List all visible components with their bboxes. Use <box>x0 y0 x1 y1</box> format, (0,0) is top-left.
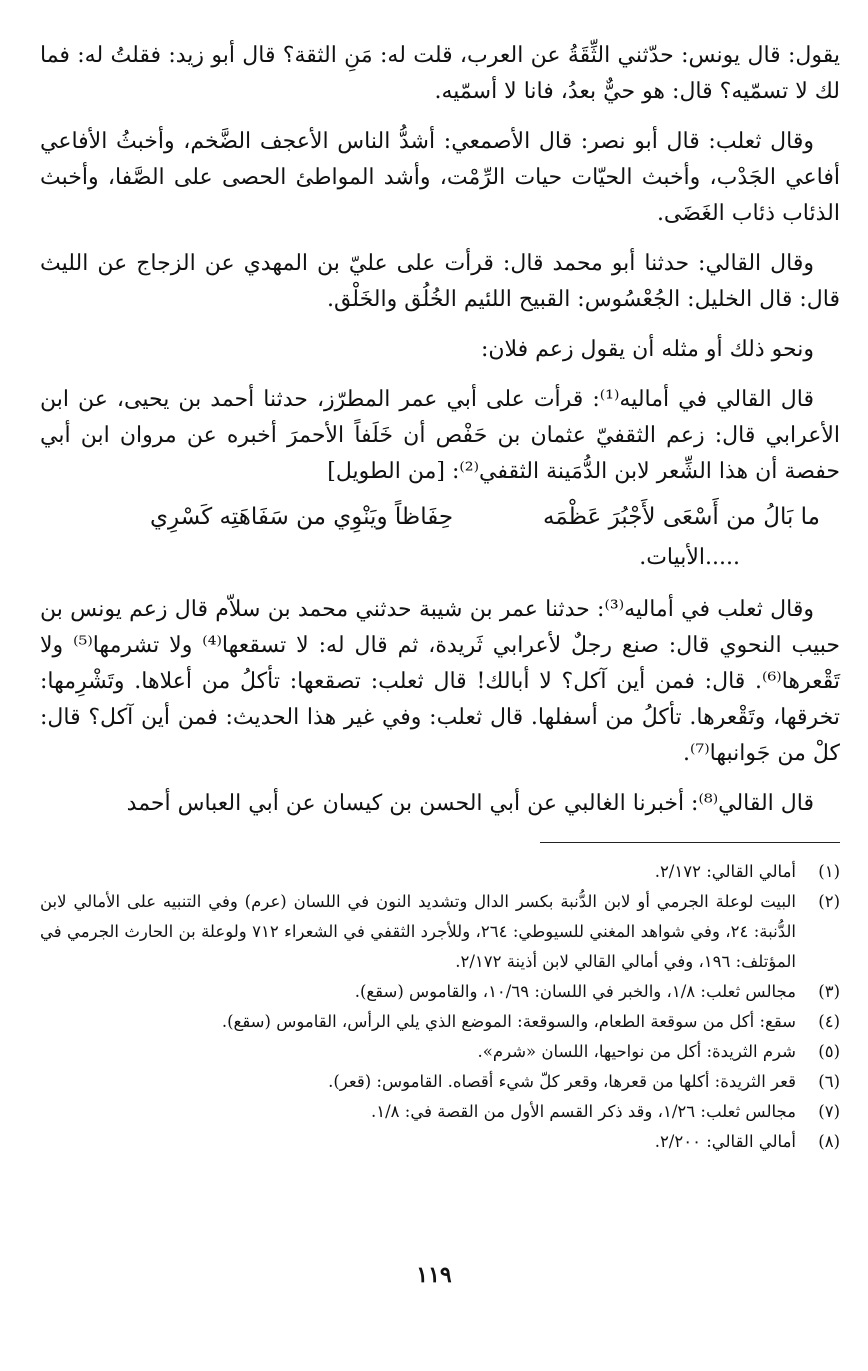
footnote-number: (٥) <box>818 1042 840 1061</box>
page-body <box>40 38 840 1157</box>
footnote-divider <box>540 842 840 843</box>
footnote-number: (١) <box>818 862 840 881</box>
footnote-item <box>40 977 840 1007</box>
verse-continuation: .....الأبيات. <box>639 545 740 570</box>
verse-second-hemistich: حِفَاظاً ويَنْوِي من سَفَاهَتِه كَسْرِي <box>150 504 454 530</box>
paragraph-qali-khalil: وقال القالي: حدثنا أبو محمد قال: قرأت على عليّ بن المهدي عن الزجاج عن الليث قال: قال الخليل: الجُعْسُوس: القبيح اللئيم الخُلُق والخَلْق. <box>40 251 840 312</box>
footnote-text: مجالس ثعلب: ١/٢٦، وقد ذكر القسم الأول من القصة في: ١/٨. <box>371 1102 796 1121</box>
paragraph-thalab-tharida: وقال ثعلب في أماليه⁽³⁾: حدثنا عمر بن شيبة حدثني محمد بن سلاّم قال زعم يونس بن حبيب النحوي قال: صنع رجلٌ لأعرابي ثَريدة، ثم قال له: لا تسقعها⁽⁴⁾ ولا تشرمها⁽⁵⁾ ولا تَقْعرها⁽⁶⁾. قال: فمن أين آكل؟ لا أبالك! قال ثعلب: تصقعها: تأكلُ من أعلاها. وتَشْرِمها: تخرقها، وتَقْعرها. تأكلُ من أسفلها. قال ثعلب: وفي غير هذا الحديث: فمن أين آكل؟ قال: كلْ من جَوانبها⁽⁷⁾. <box>40 597 840 766</box>
footnote-text: أمالي القالي: ٢/١٧٢. <box>654 862 796 881</box>
footnote-number: (٧) <box>818 1102 840 1121</box>
footnote-number: (٨) <box>818 1132 840 1151</box>
footnote-number: (٢) <box>818 892 840 911</box>
footnote-number: (٦) <box>818 1072 840 1091</box>
footnote-number: (٤) <box>818 1012 840 1031</box>
poem-verse <box>40 498 840 536</box>
page-number: ١١٩ <box>416 1262 452 1288</box>
paragraph-qali-ghalibi: قال القالي⁽⁸⁾: أخبرنا الغالبي عن أبي الحسن بن كيسان عن أبي العباس أحمد <box>126 791 814 816</box>
footnote-item <box>40 857 840 887</box>
paragraph-thalab-asmai: وقال ثعلب: قال أبو نصر: قال الأصمعي: أشدُّ الناس الأعجف الضَّخم، وأخبثُ الأفاعي أفاعي الجَدْب، وأخبث الحيّات حيات الرِّمْت، وأشد المواطئ الحصى على الصَّفا، وأخبث الذئاب ذئاب الغَضَى. <box>40 129 840 226</box>
verse-first-hemistich: ما بَالُ من أَسْعَى لأَجْبُرَ عَظْمَه <box>543 504 820 530</box>
footnote-item <box>40 1067 840 1097</box>
footnote-number: (٣) <box>818 982 840 1001</box>
footnote-text: مجالس ثعلب: ١/٨، والخبر في اللسان: ١٠/٦٩، والقاموس (سقع). <box>354 982 796 1001</box>
footnotes <box>40 857 840 1157</box>
footnote-text: أمالي القالي: ٢/٢٠٠. <box>654 1132 796 1151</box>
paragraph-yunus: يقول: قال يونس: حدّثني الثِّقَةُ عن العرب، قلت له: مَنِ الثقة؟ قال أبو زيد: فقلتُ له: فما لك لا تسمّيه؟ قال: هو حيٌّ بعدُ، فانا لا أسمّيه. <box>40 43 840 104</box>
footnote-text: شرم الثريدة: أكل من نواحيها، اللسان «شرم». <box>477 1042 796 1061</box>
paragraph-qali-amali: قال القالي في أماليه⁽¹⁾: قرأت على أبي عمر المطرّز، حدثنا أحمد بن يحيى، عن ابن الأعرابي قال: زعم الثقفيّ عثمان بن حَفْص أن خَلَفاً الأحمرَ أخبره عن مروان ابن أبي حفصة أن هذا الشِّعر لابن الدُّمَينة الثقفي⁽²⁾: [من الطويل] <box>40 387 840 484</box>
footnote-text: البيت لوعلة الجرمي أو لابن الدُّنبة بكسر الدال وتشديد النون في اللسان (عرم) وفي التنبيه على الأمالي لابن الدُّنبة: ٢٤، وفي شواهد المغني للسيوطي: ٢٦٤، وللأجرد الثقفي في الشعراء ٧١٢ ولوعلة بن الحارث الجرمي في المؤتلف: ١٩٦، وفي أمالي القالي لابن أذينة ٢/١٧٢. <box>40 892 796 971</box>
footnote-text: قعر الثريدة: أكلها من قعرها، وقعر كلّ شيء أقصاه. القاموس: (قعر). <box>328 1072 796 1091</box>
footnote-item <box>40 1037 840 1067</box>
footnote-item <box>40 1097 840 1127</box>
footnote-text: سقع: أكل من سوقعة الطعام، والسوقعة: الموضع الذي يلي الرأس، القاموس (سقع). <box>221 1012 796 1031</box>
paragraph-za'am-intro: ونحو ذلك أو مثله أن يقول زعم فلان: <box>480 337 814 362</box>
footnote-item <box>40 887 840 977</box>
footnote-item <box>40 1007 840 1037</box>
footnote-item <box>40 1127 840 1157</box>
